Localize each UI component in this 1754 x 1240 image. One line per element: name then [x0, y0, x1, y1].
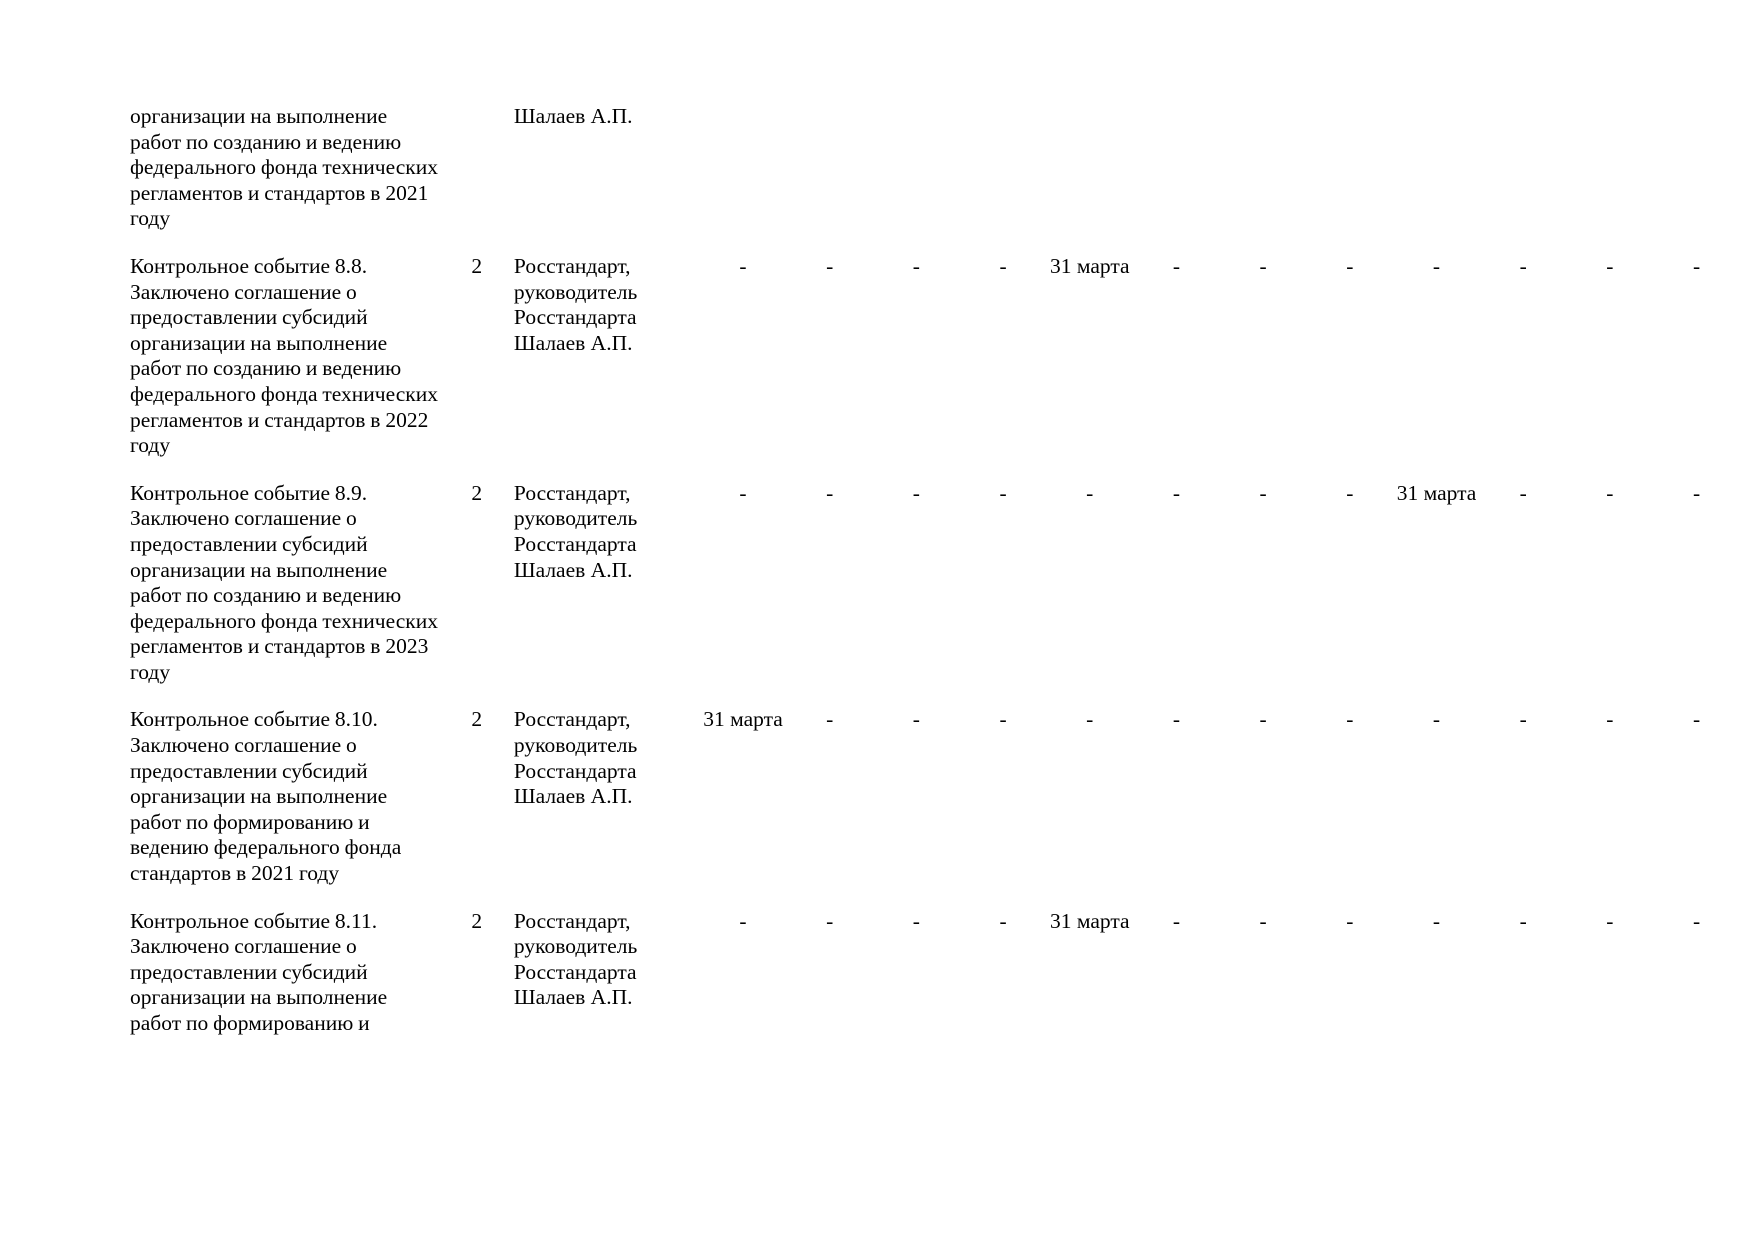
- spacer-cell: [130, 232, 1740, 254]
- milestone-month-cell: [1567, 707, 1654, 886]
- milestone-quantity-cell: 2: [471, 707, 483, 732]
- empty-dash: -: [1346, 480, 1354, 505]
- empty-dash: -: [1346, 908, 1354, 933]
- responsible-party-cell: Шалаев А.П.: [513, 104, 633, 128]
- milestone-month-cell: [786, 254, 873, 459]
- milestone-month-cell: [700, 254, 787, 459]
- empty-dash: -: [1432, 253, 1441, 278]
- milestone-description-cell: Контрольное событие 8.10. Заключено соглашение о предоставлении субсидий организации на выполнение работ по формированию и ведению федерального фонда стандартов в 2021 году: [130, 707, 402, 886]
- empty-dash: -: [912, 480, 920, 505]
- milestone-month-cell: [1567, 254, 1654, 459]
- milestone-month-cell: [1480, 481, 1567, 686]
- milestone-quantity-cell: 2: [471, 253, 483, 278]
- deadline-date: 31 марта: [1049, 253, 1130, 278]
- table-body: [130, 104, 1740, 1037]
- milestone-month-cell: [1393, 481, 1480, 686]
- table-row[interactable]: [130, 104, 1740, 232]
- milestone-month-cell: [1046, 254, 1133, 459]
- table-row[interactable]: [130, 909, 1740, 1037]
- empty-dash: -: [1086, 707, 1094, 732]
- milestone-month-cell: [786, 707, 873, 886]
- responsible-party-cell: Росстандарт, руководитель Росстандарта Шалаев А.П.: [513, 707, 638, 809]
- milestone-month-cell: [960, 104, 1047, 232]
- empty-dash: -: [1519, 480, 1527, 505]
- empty-dash: -: [1172, 480, 1181, 505]
- milestone-month-cell: [1046, 707, 1133, 886]
- milestone-month-cell: [1393, 909, 1480, 1037]
- milestone-month-cell: [960, 909, 1047, 1037]
- milestone-month-cell: [1653, 481, 1740, 686]
- empty-dash: -: [1259, 908, 1267, 933]
- deadline-date: 31 марта: [1396, 480, 1477, 505]
- milestone-month-cell: [786, 481, 873, 686]
- spacer-cell: [130, 459, 1740, 481]
- empty-dash: -: [912, 707, 920, 732]
- spacer-cell: [130, 887, 1740, 909]
- empty-dash: -: [1259, 253, 1267, 278]
- table-row[interactable]: [130, 481, 1740, 686]
- milestones-table: [130, 104, 1740, 1037]
- empty-dash: -: [1519, 707, 1527, 732]
- milestone-month-cell: [873, 707, 960, 886]
- empty-dash: -: [1606, 480, 1614, 505]
- milestone-month-cell: [1046, 909, 1133, 1037]
- milestone-month-cell: [1480, 104, 1567, 232]
- milestone-month-cell: [1133, 254, 1220, 459]
- table-row-spacer: [130, 887, 1740, 909]
- milestone-month-cell: [1653, 707, 1740, 886]
- empty-dash: -: [739, 253, 747, 278]
- milestone-month-cell: [1220, 909, 1307, 1037]
- milestone-month-cell: [1306, 707, 1393, 886]
- milestone-month-cell: [1393, 104, 1480, 232]
- milestone-month-cell: [1567, 104, 1654, 232]
- milestone-month-cell: [1393, 254, 1480, 459]
- milestone-month-cell: [700, 909, 787, 1037]
- milestone-month-cell: [1220, 254, 1307, 459]
- milestone-month-cell: [873, 909, 960, 1037]
- empty-dash: -: [1172, 908, 1181, 933]
- empty-dash: -: [999, 480, 1007, 505]
- milestone-month-cell: [1393, 707, 1480, 886]
- milestone-month-cell: [1480, 707, 1567, 886]
- milestone-month-cell: [1133, 104, 1220, 232]
- milestone-month-cell: [786, 909, 873, 1037]
- milestone-month-cell: [873, 481, 960, 686]
- milestone-month-cell: [700, 481, 787, 686]
- milestone-month-cell: [1133, 707, 1220, 886]
- responsible-party-cell: Росстандарт, руководитель Росстандарта Шалаев А.П.: [513, 908, 638, 1010]
- milestone-month-cell: [786, 104, 873, 232]
- deadline-date: 31 марта: [1049, 908, 1130, 933]
- empty-dash: -: [739, 908, 747, 933]
- table-row-spacer: [130, 685, 1740, 707]
- milestone-month-cell: [1046, 481, 1133, 686]
- empty-dash: -: [1086, 480, 1094, 505]
- milestone-month-cell: [1220, 104, 1307, 232]
- milestone-month-cell: [1653, 909, 1740, 1037]
- empty-dash: -: [1606, 253, 1614, 278]
- milestone-month-cell: [1306, 104, 1393, 232]
- milestone-month-cell: [1046, 104, 1133, 232]
- milestone-month-cell: [1306, 481, 1393, 686]
- milestone-description-cell: Контрольное событие 8.9. Заключено соглашение о предоставлении субсидий организации на выполнение работ по созданию и ведению федерального фонда технических регламентов и стандартов в 2023 году: [130, 480, 438, 684]
- empty-dash: -: [1346, 707, 1354, 732]
- empty-dash: -: [1346, 253, 1354, 278]
- empty-dash: -: [1259, 480, 1267, 505]
- empty-dash: -: [1519, 908, 1527, 933]
- milestone-month-cell: [960, 481, 1047, 686]
- responsible-party-cell: Росстандарт, руководитель Росстандарта Шалаев А.П.: [513, 253, 638, 355]
- empty-dash: -: [1432, 908, 1441, 933]
- empty-dash: -: [999, 707, 1007, 732]
- empty-dash: -: [999, 253, 1007, 278]
- table-row-spacer: [130, 459, 1740, 481]
- spacer-cell: [130, 685, 1740, 707]
- deadline-date: 31 марта: [703, 707, 783, 732]
- empty-dash: -: [912, 908, 920, 933]
- empty-dash: -: [1432, 707, 1441, 732]
- milestone-month-cell: [960, 707, 1047, 886]
- milestone-month-cell: [1480, 909, 1567, 1037]
- milestone-month-cell: [1133, 481, 1220, 686]
- milestone-month-cell: [873, 254, 960, 459]
- empty-dash: -: [1606, 908, 1614, 933]
- empty-dash: -: [826, 253, 834, 278]
- milestone-quantity-cell: [440, 104, 514, 232]
- milestone-quantity-cell: 2: [471, 908, 483, 933]
- milestone-description-cell: Контрольное событие 8.11. Заключено соглашение о предоставлении субсидий организации на выполнение работ по формированию и: [130, 908, 388, 1035]
- milestone-month-cell: [1306, 909, 1393, 1037]
- milestone-month-cell: [700, 707, 787, 886]
- milestone-description-cell: Контрольное событие 8.8. Заключено соглашение о предоставлении субсидий организации на выполнение работ по созданию и ведению федерального фонда технических регламентов и стандартов в 2022 году: [130, 253, 438, 458]
- empty-dash: -: [1259, 707, 1267, 732]
- milestone-month-cell: [1306, 254, 1393, 459]
- table-row[interactable]: [130, 707, 1740, 886]
- empty-dash: -: [826, 480, 834, 505]
- responsible-party-cell: Росстандарт, руководитель Росстандарта Шалаев А.П.: [513, 480, 638, 582]
- milestone-month-cell: [1653, 104, 1740, 232]
- milestone-month-cell: [1567, 909, 1654, 1037]
- empty-dash: -: [826, 707, 834, 732]
- empty-dash: -: [1606, 707, 1614, 732]
- milestone-description-cell: организации на выполнение работ по созданию и ведению федерального фонда технических регламентов и стандартов в 2021 году: [130, 104, 438, 231]
- milestone-month-cell: [1133, 909, 1220, 1037]
- milestone-month-cell: [960, 254, 1047, 459]
- milestone-month-cell: [1480, 254, 1567, 459]
- milestone-quantity-cell: 2: [471, 480, 483, 505]
- empty-dash: -: [1693, 908, 1701, 933]
- empty-dash: -: [1172, 707, 1181, 732]
- empty-dash: -: [912, 253, 920, 278]
- milestone-month-cell: [1220, 481, 1307, 686]
- empty-dash: -: [1172, 253, 1181, 278]
- milestone-month-cell: [1653, 254, 1740, 459]
- empty-dash: -: [739, 480, 747, 505]
- table-row[interactable]: [130, 254, 1740, 459]
- empty-dash: -: [1519, 253, 1527, 278]
- empty-dash: -: [1693, 707, 1701, 732]
- table-row-spacer: [130, 232, 1740, 254]
- milestone-month-cell: [700, 104, 787, 232]
- empty-dash: -: [1693, 253, 1701, 278]
- empty-dash: -: [1693, 480, 1701, 505]
- milestone-month-cell: [873, 104, 960, 232]
- milestone-month-cell: [1567, 481, 1654, 686]
- milestone-month-cell: [1220, 707, 1307, 886]
- empty-dash: -: [826, 908, 834, 933]
- empty-dash: -: [999, 908, 1007, 933]
